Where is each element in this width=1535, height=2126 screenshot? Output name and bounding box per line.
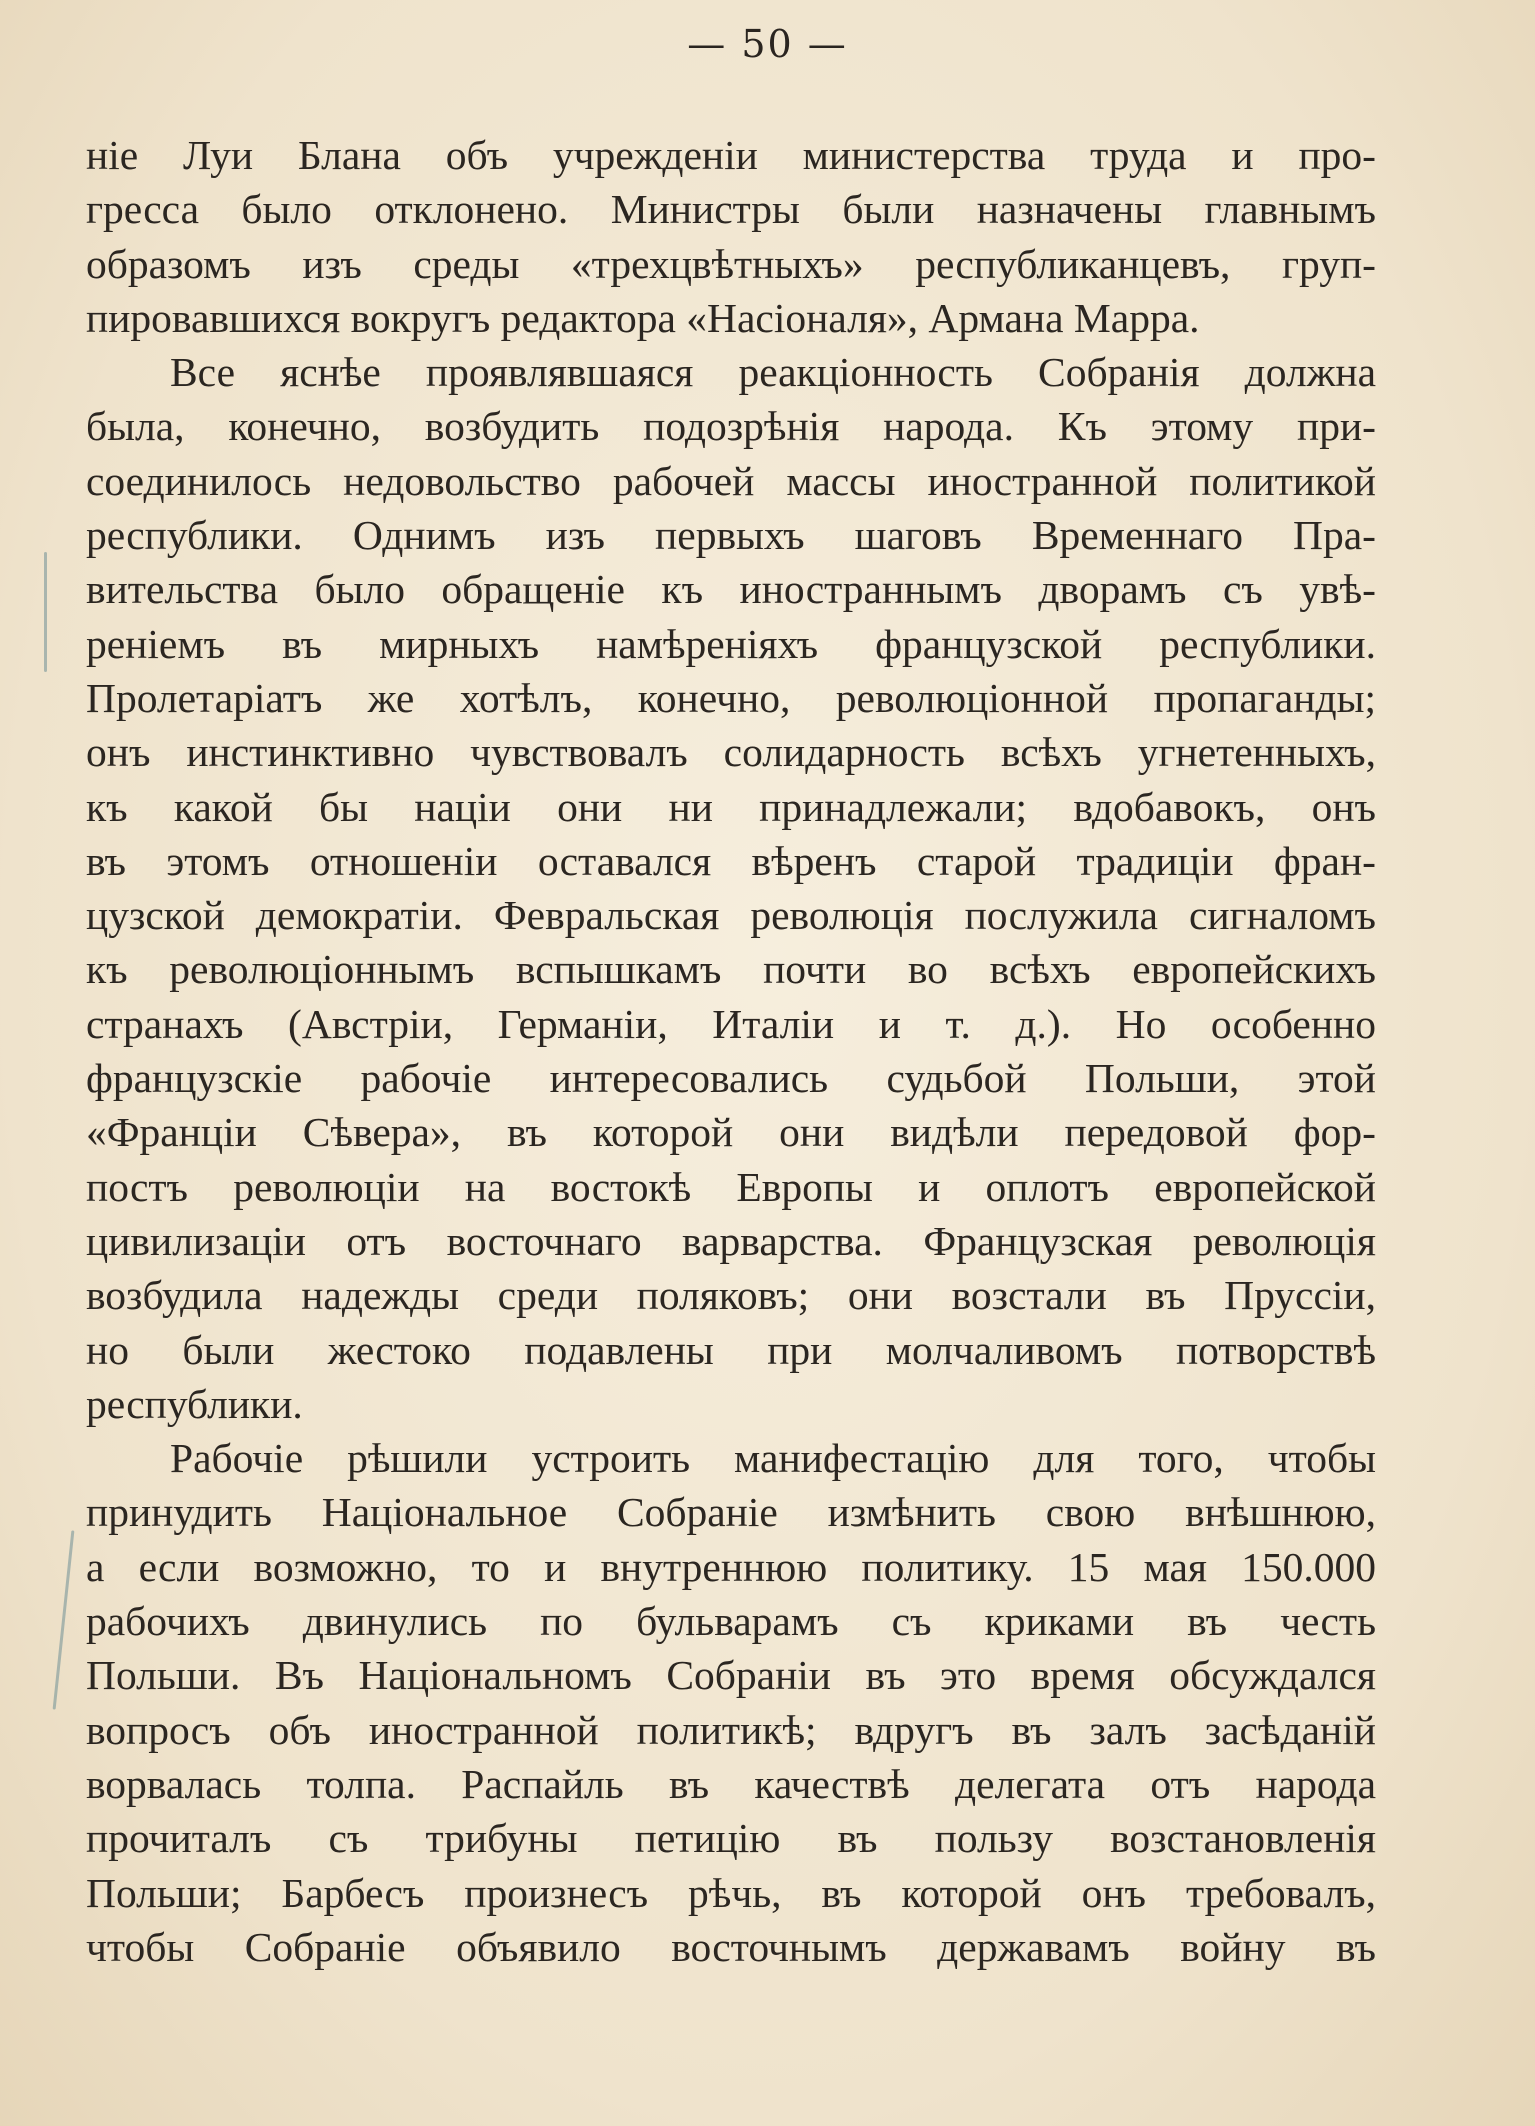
text-line: прочиталъ съ трибуны петицію въ пользу возстановленія xyxy=(86,1815,1376,1862)
text-line: Польши; Барбесъ произнесъ рѣчь, въ которой онъ требовалъ, xyxy=(86,1869,1376,1916)
text-line: ніе Луи Блана объ учрежденіи министерства труда и про- xyxy=(86,132,1376,178)
text-line: странахъ (Австріи, Германіи, Италіи и т. д.). Но особенно xyxy=(86,1000,1376,1047)
text-line: соединилось недовольство рабочей массы иностранной политикой xyxy=(86,457,1376,504)
text-line: была, конечно, возбудить подозрѣнія народа. Къ этому при- xyxy=(86,403,1376,450)
text-line: постъ революціи на востокѣ Европы и оплотъ европейской xyxy=(86,1163,1376,1210)
paragraph xyxy=(86,1431,1376,1974)
text-line: пировавшихся вокругъ редактора «Насіоналя», Армана Марра. xyxy=(86,294,1200,341)
paragraph xyxy=(86,345,1376,1431)
text-line: Рабочіе рѣшили устроить манифестацію для того, чтобы xyxy=(170,1435,1376,1482)
text-line: рабочихъ двинулись по бульварамъ съ криками въ честь xyxy=(86,1598,1376,1645)
margin-pencil-mark xyxy=(53,1530,75,1709)
paragraph xyxy=(86,128,1376,345)
margin-pencil-mark xyxy=(44,552,47,672)
page-number: — 50 — xyxy=(687,22,848,66)
text-line: гресса было отклонено. Министры были назначены главнымъ xyxy=(86,186,1376,233)
text-line: возбудила надежды среди поляковъ; они возстали въ Пруссіи, xyxy=(86,1272,1376,1319)
text-line: къ революціоннымъ вспышкамъ почти во всѣхъ европейскихъ xyxy=(86,946,1376,993)
text-line: республики. Однимъ изъ первыхъ шаговъ Временнаго Пра- xyxy=(86,512,1376,559)
text-line: республики. xyxy=(86,1380,303,1427)
text-line: Пролетаріатъ же хотѣлъ, конечно, революціонной пропаганды; xyxy=(86,674,1376,721)
text-line: чтобы Собраніе объявило восточнымъ державамъ войну въ xyxy=(86,1923,1376,1970)
text-line: принудить Національное Собраніе измѣнить свою внѣшнюю, xyxy=(86,1489,1376,1536)
text-line: «Франціи Сѣвера», въ которой они видѣли передовой фор- xyxy=(86,1109,1376,1156)
text-line: вопросъ объ иностранной политикѣ; вдругъ въ залъ засѣданій xyxy=(86,1706,1376,1753)
text-line: Польши. Въ Національномъ Собраніи въ это время обсуждался xyxy=(86,1652,1376,1699)
text-line: вительства было обращеніе къ иностраннымъ дворамъ съ увѣ- xyxy=(86,566,1376,613)
text-line: французскіе рабочіе интересовались судьбой Польши, этой xyxy=(86,1055,1376,1102)
text-line: онъ инстинктивно чувствовалъ солидарность всѣхъ угнетенныхъ, xyxy=(86,729,1376,776)
text-line: образомъ изъ среды «трехцвѣтныхъ» республиканцевъ, груп- xyxy=(86,240,1376,287)
text-line: но были жестоко подавлены при молчаливомъ потворствѣ xyxy=(86,1326,1376,1373)
body-text xyxy=(86,128,1376,1974)
text-line: Все яснѣе проявлявшаяся реакціонность Собранія должна xyxy=(170,349,1376,396)
text-line: ворвалась толпа. Распайль въ качествѣ делегата отъ народа xyxy=(86,1760,1376,1807)
text-line: цивилизаціи отъ восточнаго варварства. Французская революція xyxy=(86,1217,1376,1264)
text-line: цузской демократіи. Февральская революція послужила сигналомъ xyxy=(86,892,1376,939)
text-line: реніемъ въ мирныхъ намѣреніяхъ французской республики. xyxy=(86,620,1376,667)
text-line: въ этомъ отношеніи оставался вѣренъ старой традиціи фран- xyxy=(86,837,1376,884)
text-line: къ какой бы націи они ни принадлежали; вдобавокъ, онъ xyxy=(86,783,1376,830)
text-line: а если возможно, то и внутреннюю политику. 15 мая 150.000 xyxy=(86,1543,1376,1590)
